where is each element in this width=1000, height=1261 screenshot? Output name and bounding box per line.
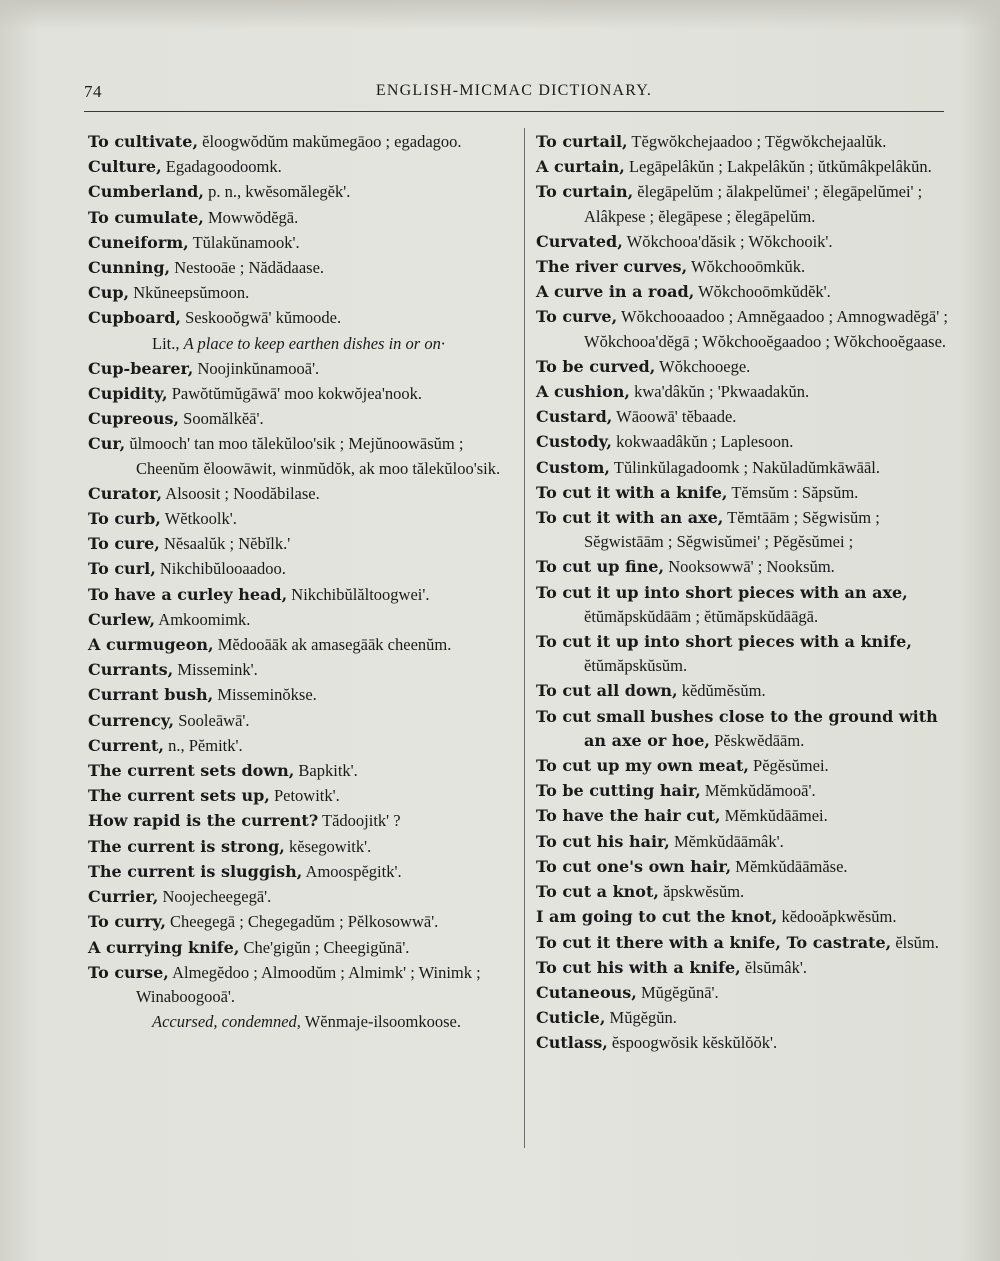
dictionary-entry	[536, 581, 960, 629]
dictionary-entry	[88, 532, 516, 556]
dictionary-entry	[88, 608, 516, 632]
entry-definition: Mĕmkŭdămooā'.	[700, 781, 816, 801]
dictionary-entry	[536, 931, 960, 955]
entry-definition: Nikchibŭlăltoogwei'.	[287, 584, 430, 604]
dictionary-entry	[88, 784, 516, 808]
entry-definition: Nkŭneepsŭmoon.	[129, 283, 250, 303]
dictionary-entry	[536, 1031, 960, 1055]
dictionary-entry	[88, 382, 516, 406]
entry-definition: Tĕgwŏkchejaadoo ; Tĕgwŏkchejaalŭk.	[627, 132, 887, 151]
dictionary-entry	[536, 1006, 960, 1030]
entry-headword: To curb,	[88, 509, 161, 529]
entry-headword: To curtain,	[536, 182, 634, 202]
entry-definition: Tŭlakŭnamook'.	[188, 232, 300, 252]
entry-definition: Amkoomimk.	[155, 609, 251, 629]
entry-definition: Cheegegā ; Chegegadŭm ; Pĕlkosowwā'.	[165, 912, 439, 932]
entry-headword: To curl,	[88, 559, 156, 579]
entry-definition: Nĕsaalŭk ; Nĕbĭlk.'	[159, 534, 291, 554]
entry-headword: To cut up fine,	[536, 557, 665, 577]
entry-headword: To be cutting hair,	[536, 781, 701, 801]
entry-definition: kĕsegowitk'.	[284, 836, 372, 856]
dictionary-entry	[88, 407, 516, 431]
column-divider	[524, 128, 525, 1148]
entry-headword: A curmugeon,	[88, 635, 214, 655]
dictionary-entry	[88, 206, 516, 230]
dictionary-entry	[88, 759, 516, 783]
entry-definition: Legāpelâkŭn ; Lakpelâkŭn ; ŭtkŭmâkpelâkŭn.	[624, 157, 932, 177]
entry-definition: Wŏkchooa'dăsik ; Wŏkchooik'.	[622, 231, 833, 251]
entry-headword: Cup-bearer,	[88, 358, 194, 378]
entry-headword: To cut it with a knife,	[536, 482, 728, 502]
entry-note	[88, 1010, 516, 1034]
dictionary-entry	[88, 507, 516, 531]
entry-headword: To cumulate,	[88, 207, 204, 227]
dictionary-entry	[536, 430, 960, 454]
entry-definition: p. n., kwĕsomălegĕk'.	[203, 182, 351, 202]
dictionary-entry	[536, 956, 960, 980]
entry-definition: Sooleāwā'.	[174, 710, 250, 730]
entry-headword: Currant bush,	[88, 685, 214, 705]
left-column	[88, 130, 516, 1035]
dictionary-entry	[88, 885, 516, 909]
entry-headword: The current sets down,	[88, 761, 295, 781]
dictionary-entry	[536, 855, 960, 879]
entry-definition: Nikchibŭlooaadoo.	[155, 559, 286, 579]
page-header	[84, 82, 944, 106]
entry-definition: Bapkitk'.	[294, 761, 358, 781]
entry-definition: Amoospĕgitk'.	[302, 861, 402, 881]
entry-headword: To cut one's own hair,	[536, 856, 732, 876]
right-column	[536, 130, 960, 1057]
entry-definition: ĕlsŭmâk'.	[740, 957, 807, 977]
dictionary-entry	[88, 231, 516, 255]
dictionary-entry	[536, 305, 960, 353]
entry-definition: Mĕdooāāk ak amasegāāk cheenŭm.	[213, 635, 452, 655]
entry-definition: ĕloogwŏdŭm makŭmegāoo ; egadagoo.	[198, 132, 462, 151]
entry-headword: Custom,	[536, 457, 610, 477]
entry-headword: A curtain,	[536, 157, 625, 177]
entry-headword: A currying knife,	[88, 937, 240, 957]
entry-definition: kĕdŭmĕsŭm.	[677, 681, 766, 701]
entry-definition: ăpskwĕsŭm.	[658, 882, 745, 902]
entry-headword: A curve in a road,	[536, 282, 695, 302]
dictionary-entry	[536, 555, 960, 579]
entry-headword: Cutaneous,	[536, 982, 637, 1002]
entry-definition: kokwaadâkŭn ; Laplesoon.	[611, 432, 794, 452]
dictionary-entry	[88, 633, 516, 657]
dictionary-entry	[536, 804, 960, 828]
entry-headword: The current is sluggish,	[88, 861, 303, 881]
entry-headword: To curse,	[88, 962, 169, 982]
note-italic: A place to keep earthen dishes in or on·	[183, 333, 445, 353]
entry-headword: Cupidity,	[88, 384, 168, 404]
dictionary-entry	[536, 880, 960, 904]
entry-headword: The current is strong,	[88, 836, 285, 856]
dictionary-entry	[536, 830, 960, 854]
dictionary-entry	[88, 709, 516, 733]
dictionary-entry	[88, 557, 516, 581]
dictionary-entry	[536, 630, 960, 678]
dictionary-entry	[88, 256, 516, 280]
entry-definition: Noojecheegegā'.	[158, 887, 272, 907]
header-rule	[84, 111, 944, 112]
dictionary-entry	[536, 705, 960, 753]
running-title: ENGLISH-MICMAC DICTIONARY.	[375, 82, 653, 99]
entry-headword: Cunning,	[88, 258, 171, 278]
entry-definition: n., Pĕmitk'.	[164, 735, 243, 755]
entry-definition: Tĕmsŭm : Săpsŭm.	[727, 482, 859, 502]
entry-definition: Mĕmkŭdāāmăse.	[731, 856, 848, 876]
dictionary-entry	[536, 280, 960, 304]
entry-headword: I am going to cut the knot,	[536, 907, 778, 927]
entry-headword: Culture,	[88, 157, 162, 177]
dictionary-entry	[88, 180, 516, 204]
dictionary-entry	[88, 155, 516, 179]
dictionary-entry	[88, 658, 516, 682]
page-number: 74	[84, 82, 102, 101]
entry-definition: Pawŏtŭmŭgāwā' moo kokwŏjea'nook.	[167, 384, 422, 404]
entry-definition: Alsoosit ; Noodăbilase.	[162, 483, 320, 503]
entry-headword: To cut all down,	[536, 681, 678, 701]
dictionary-entry	[536, 380, 960, 404]
entry-definition: Tĕmtāām ; Sĕgwisŭm ; Sĕgwistāām ; Sĕgwisŭmei' ; Pĕgĕsŭmei ;	[584, 508, 880, 552]
entry-headword: How rapid is the current?	[88, 811, 319, 831]
entry-headword: A cushion,	[536, 382, 630, 402]
entry-definition: ĕlsŭm.	[891, 932, 939, 952]
entry-definition: Wŏkchooōmkŭk.	[687, 257, 806, 277]
dictionary-entry	[536, 506, 960, 554]
entry-headword: To curve,	[536, 307, 618, 327]
entry-definition: Mĕmkŭdāāmei.	[720, 806, 828, 826]
entry-definition: Wŏkchooaadoo ; Amnĕgaadoo ; Amnogwadĕgā' ; Wŏkchooa'dĕgā ; Wŏkchooĕgaadoo ; Wŏkchooĕgaase.	[584, 307, 948, 351]
entry-definition: Tădoojitk' ?	[318, 811, 401, 831]
entry-definition: Wĕtkoolk'.	[160, 509, 237, 529]
entry-definition: Mŭgĕgŭn.	[605, 1008, 677, 1028]
entry-definition: ĕtŭmăpskŭsŭm.	[584, 656, 688, 676]
entry-definition: Wŏkchooōmkŭdĕk'.	[694, 282, 831, 302]
entry-definition: Pĕgĕsŭmei.	[748, 756, 829, 776]
dictionary-entry	[536, 481, 960, 505]
dictionary-entry	[88, 482, 516, 506]
entry-definition: Mŭgĕgŭnā'.	[636, 982, 719, 1002]
dictionary-entry	[88, 860, 516, 884]
entry-definition: Mĕmkŭdāāmâk'.	[669, 831, 784, 851]
dictionary-entry	[88, 734, 516, 758]
dictionary-entry	[536, 155, 960, 179]
dictionary-entry	[536, 130, 960, 154]
note-lead: Lit.,	[152, 333, 184, 353]
entry-headword: Cuneiform,	[88, 232, 189, 252]
entry-headword: To cure,	[88, 534, 160, 554]
entry-headword: Cumberland,	[88, 182, 204, 202]
entry-headword: To curtail,	[536, 132, 628, 151]
entry-headword: To cut it up into short pieces with an axe,	[536, 582, 908, 602]
entry-headword: Curator,	[88, 483, 163, 503]
dictionary-entry	[536, 754, 960, 778]
entry-headword: To cut his hair,	[536, 831, 670, 851]
dictionary-entry	[536, 405, 960, 429]
entry-headword: To cut it with an axe,	[536, 508, 724, 528]
dictionary-entry	[536, 779, 960, 803]
entry-headword: To cut his with a knife,	[536, 957, 741, 977]
entry-headword: Currants,	[88, 660, 174, 680]
entry-definition: Petowitk'.	[269, 786, 340, 806]
dictionary-entry	[88, 683, 516, 707]
dictionary-entry	[88, 910, 516, 934]
entry-definition: Nestooāe ; Nădădaase.	[170, 258, 325, 278]
dictionary-entry	[536, 456, 960, 480]
dictionary-entry	[88, 306, 516, 330]
entry-definition: Soomălkĕā'.	[179, 409, 264, 429]
entry-definition: Wāoowā' tĕbaade.	[612, 407, 737, 427]
entry-headword: To have a curley head,	[88, 584, 288, 604]
entry-headword: To cut it there with a knife, To castrate,	[536, 932, 892, 952]
entry-definition: Wŏkchooege.	[655, 356, 751, 376]
entry-definition: Nooksowwā' ; Nooksŭm.	[664, 557, 835, 577]
dictionary-entry	[536, 679, 960, 703]
dictionary-entry	[88, 357, 516, 381]
entry-definition: ĕlegāpelŭm ; ălakpelŭmei' ; ĕlegāpelŭmei' ; Alâkpese ; ĕlegāpese ; ĕlegāpelŭm.	[584, 182, 923, 226]
note-italic: Accursed, condemned,	[152, 1012, 301, 1032]
dictionary-entry	[88, 281, 516, 305]
dictionary-entry	[88, 936, 516, 960]
dictionary-entry	[536, 230, 960, 254]
entry-headword: To have the hair cut,	[536, 806, 721, 826]
dictionary-entry	[536, 981, 960, 1005]
entry-headword: Curlew,	[88, 609, 156, 629]
dictionary-entry	[536, 905, 960, 929]
entry-headword: Cuticle,	[536, 1008, 606, 1028]
dictionary-entry	[536, 255, 960, 279]
entry-definition: ĕspoogwŏsik kĕskŭlŏŏk'.	[607, 1033, 778, 1053]
entry-headword: Current,	[88, 735, 164, 755]
entry-headword: Curvated,	[536, 231, 623, 251]
entry-definition: Egadagoodoomk.	[161, 157, 282, 177]
entry-headword: To cut it up into short pieces with a knife,	[536, 632, 912, 652]
entry-headword: Cupreous,	[88, 409, 180, 429]
dictionary-entry	[88, 961, 516, 1009]
entry-definition: Mowwŏdĕgā.	[203, 207, 299, 227]
entry-headword: Currier,	[88, 887, 159, 907]
entry-note	[88, 332, 516, 356]
entry-definition: kĕdooăpkwĕsŭm.	[777, 907, 897, 927]
entry-headword: Custody,	[536, 432, 612, 452]
entry-definition: Noojinkŭnamooā'.	[193, 358, 320, 378]
entry-headword: To be curved,	[536, 356, 656, 376]
entry-headword: To curry,	[88, 912, 166, 932]
entry-definition: Pĕskwĕdāām.	[709, 730, 805, 750]
entry-headword: Currency,	[88, 710, 175, 730]
entry-headword: Cutlass,	[536, 1033, 608, 1053]
note-tail: Wĕnmaje-ilsoomkoose.	[300, 1012, 461, 1032]
dictionary-entry	[88, 809, 516, 833]
entry-headword: Cup,	[88, 283, 130, 303]
dictionary-entry	[88, 130, 516, 154]
entry-definition: Che'gigŭn ; Cheegigŭnā'.	[239, 937, 410, 957]
entry-definition: Almegĕdoo ; Almoodŭm ; Almimk' ; Winimk ; Winaboogooā'.	[136, 962, 481, 1006]
entry-headword: The river curves,	[536, 257, 688, 277]
entry-definition: Tŭlinkŭlagadoomk ; Nakŭladŭmkāwāāl.	[609, 457, 880, 477]
dictionary-entry	[88, 432, 516, 480]
dictionary-entry	[88, 835, 516, 859]
entry-headword: To cut small bushes close to the ground with an axe or hoe,	[536, 706, 938, 750]
entry-headword: To cut a knot,	[536, 882, 659, 902]
entry-headword: The current sets up,	[88, 786, 270, 806]
entry-definition: kwa'dâkŭn ; 'Pkwaadakŭn.	[629, 382, 810, 402]
dictionary-entry	[88, 583, 516, 607]
entry-definition: Missemink'.	[173, 660, 258, 680]
entry-definition: ŭlmooch' tan moo tălekŭloo'sik ; Mejŭnoowāsŭm ; Cheenŭm ĕloowāwit, winmŭdŏk, ak moo tălekŭloo'sik.	[125, 434, 501, 478]
entry-definition: Misseminŏkse.	[213, 685, 317, 705]
entry-headword: To cultivate,	[88, 132, 199, 151]
entry-headword: Custard,	[536, 407, 613, 427]
dictionary-entry	[536, 180, 960, 228]
entry-headword: To cut up my own meat,	[536, 756, 749, 776]
entry-headword: Cupboard,	[88, 308, 181, 328]
dictionary-entry	[536, 355, 960, 379]
entry-definition: Seskooŏgwā' kŭmoode.	[180, 308, 342, 328]
entry-definition: ĕtŭmăpskŭdāām ; ĕtŭmăpskŭdāāgā.	[584, 606, 819, 626]
entry-headword: Cur,	[88, 434, 126, 454]
